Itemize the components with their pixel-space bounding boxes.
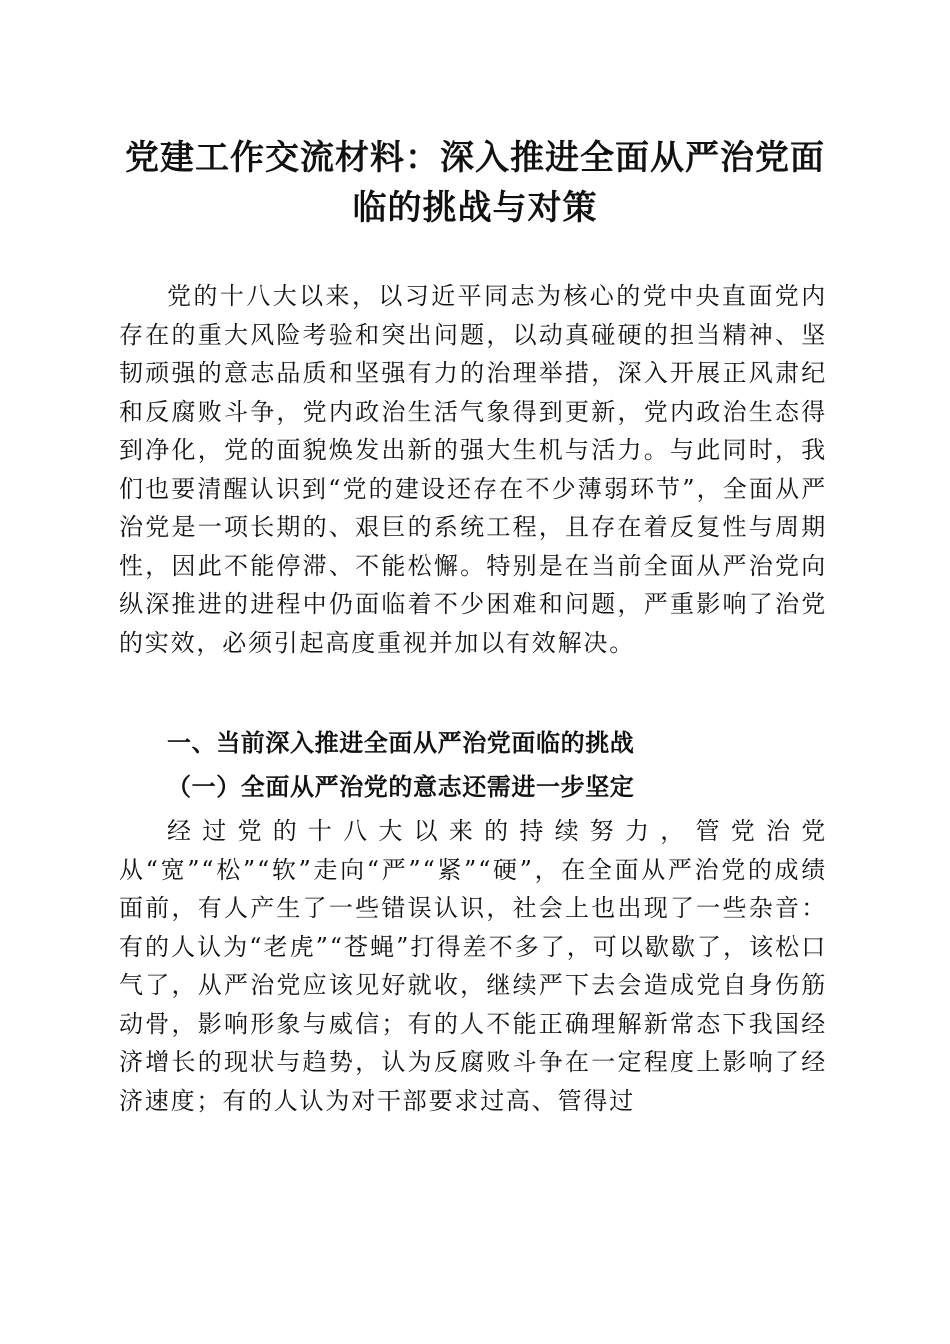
document-title-line-1: 党建工作交流材料：深入推进全面从严治党面 bbox=[125, 138, 825, 178]
subsection-heading: （一）全面从严治党的意志还需进一步坚定 bbox=[167, 772, 635, 801]
body-paragraph: 经过党的十八大以来的持续努力，管党治党从“宽”“松”“软”走向“严”“紧”“硬”，在全面从严治党的成绩面前，有人产生了一些错误认识，社会上也出现了一些杂音：有的人认为“老虎”“苍蝇”打得差不多了，可以歇歇了，该松口气了，从严治党应该见好就收，继续严下去会造成党自身伤筋动骨，影响形象与威信；有的人不能正确理解新常态下我国经济增长的现状与趋势，认为反腐败斗争在一定程度上影响了经济速度；有的人认为对干部要求过高、管得过 bbox=[119, 817, 827, 1115]
document-title-line-2: 临的挑战与对策 bbox=[352, 188, 598, 228]
document-title bbox=[100, 133, 850, 233]
intro-paragraph: 党的十八大以来，以习近平同志为核心的党中央直面党内存在的重大风险考验和突出问题，以动真碰硬的担当精神、坚韧顽强的意志品质和坚强有力的治理举措，深入开展正风肃纪和反腐败斗争，党内政治生活气象得到更新，党内政治生态得到净化，党的面貌焕发出新的强大生机与活力。与此同时，我们也要清醒认识到“党的建设还存在不少薄弱环节”，全面从严治党是一项长期的、艰巨的系统工程，且存在着反复性与周期性，因此不能停滞、不能松懈。特别是在当前全面从严治党向纵深推进的进程中仍面临着不少困难和问题，严重影响了治党的实效，必须引起高度重视并加以有效解决。 bbox=[119, 282, 827, 657]
section-heading: 一、当前深入推进全面从严治党面临的挑战 bbox=[167, 729, 635, 757]
